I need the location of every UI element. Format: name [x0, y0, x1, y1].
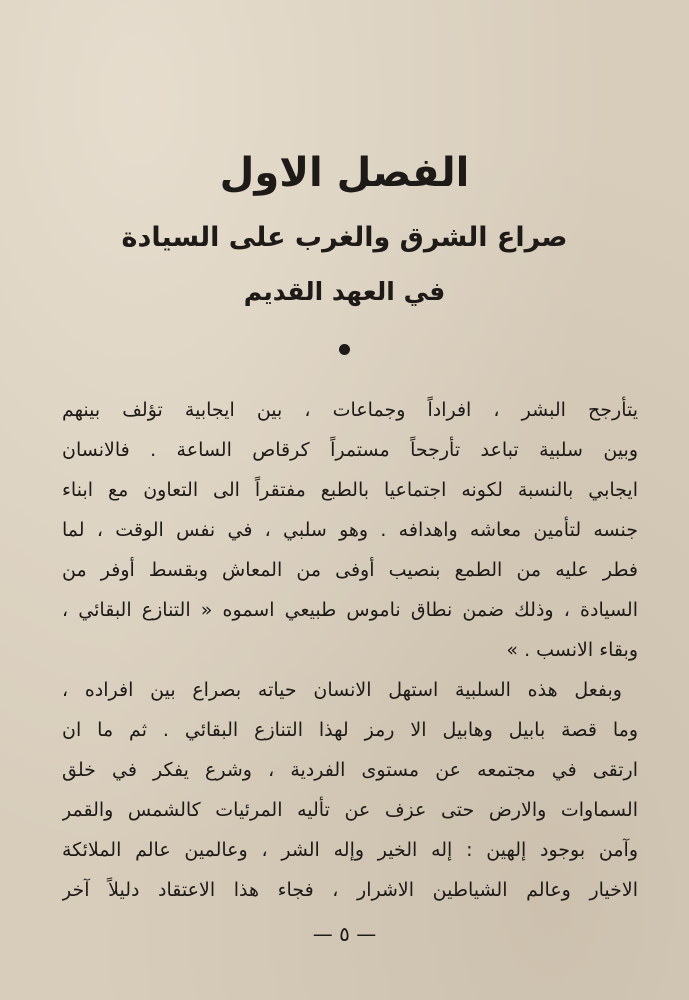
body-line-11: السماوات والارض حتى عزف عن تأليه المرئيات كالشمس والقمر: [62, 799, 638, 821]
chapter-subtitle-line-2: في العهد القديم: [243, 277, 446, 306]
chapter-title: الفصل الاول: [219, 150, 470, 196]
body-line-7: وبقاء الانسب . »: [506, 639, 638, 661]
body-line-12: وآمن بوجود إلهين : إله الخير وإله الشر ، وعالمين عالم الملائكة: [62, 839, 638, 861]
body-line-1: يتأرجح البشر ، افراداً وجماعات ، بين ايجابية تؤلف بينهم: [62, 399, 638, 421]
body-line-9: وما قصة بابيل وهابيل الا رمز لهذا التنازع البقائي . ثم ما ان: [62, 719, 638, 741]
section-bullet-icon: [339, 344, 350, 355]
body-line-6: السيادة ، وذلك ضمن نطاق ناموس طبيعي اسموه « التنازع البقائي ،: [62, 599, 638, 621]
body-text: [62, 390, 638, 910]
body-line-2: وبين سلبية تباعد تأرجحاً مستمراً كرقاص الساعة . فالانسان: [62, 439, 638, 461]
body-line-3: ايجابي بالنسبة لكونه اجتماعيا بالطبع مفتقراً الى التعاون مع ابناء: [62, 479, 638, 501]
body-line-4: جنسه لتأمين معاشه واهدافه . وهو سلبي ، في نفس الوقت ، لما: [62, 519, 638, 541]
chapter-subtitle-line-1: صراع الشرق والغرب على السيادة: [121, 222, 568, 253]
body-line-5: فطر عليه من الطمع بنصيب أوفى من المعاش وبقسط أوفر من: [62, 559, 638, 581]
body-line-8: وبفعل هذه السلبية استهل الانسان حياته بصراع بين افراده ،: [62, 679, 622, 701]
body-line-10: ارتقى في مجتمعه عن مستوى الفردية ، وشرع يفكر في خلق: [62, 759, 638, 781]
page-number: — ٥ —: [312, 922, 377, 946]
body-line-13: الاخيار وعالم الشياطين الاشرار ، فجاء هذا الاعتقاد دليلاً آخر: [62, 879, 638, 901]
